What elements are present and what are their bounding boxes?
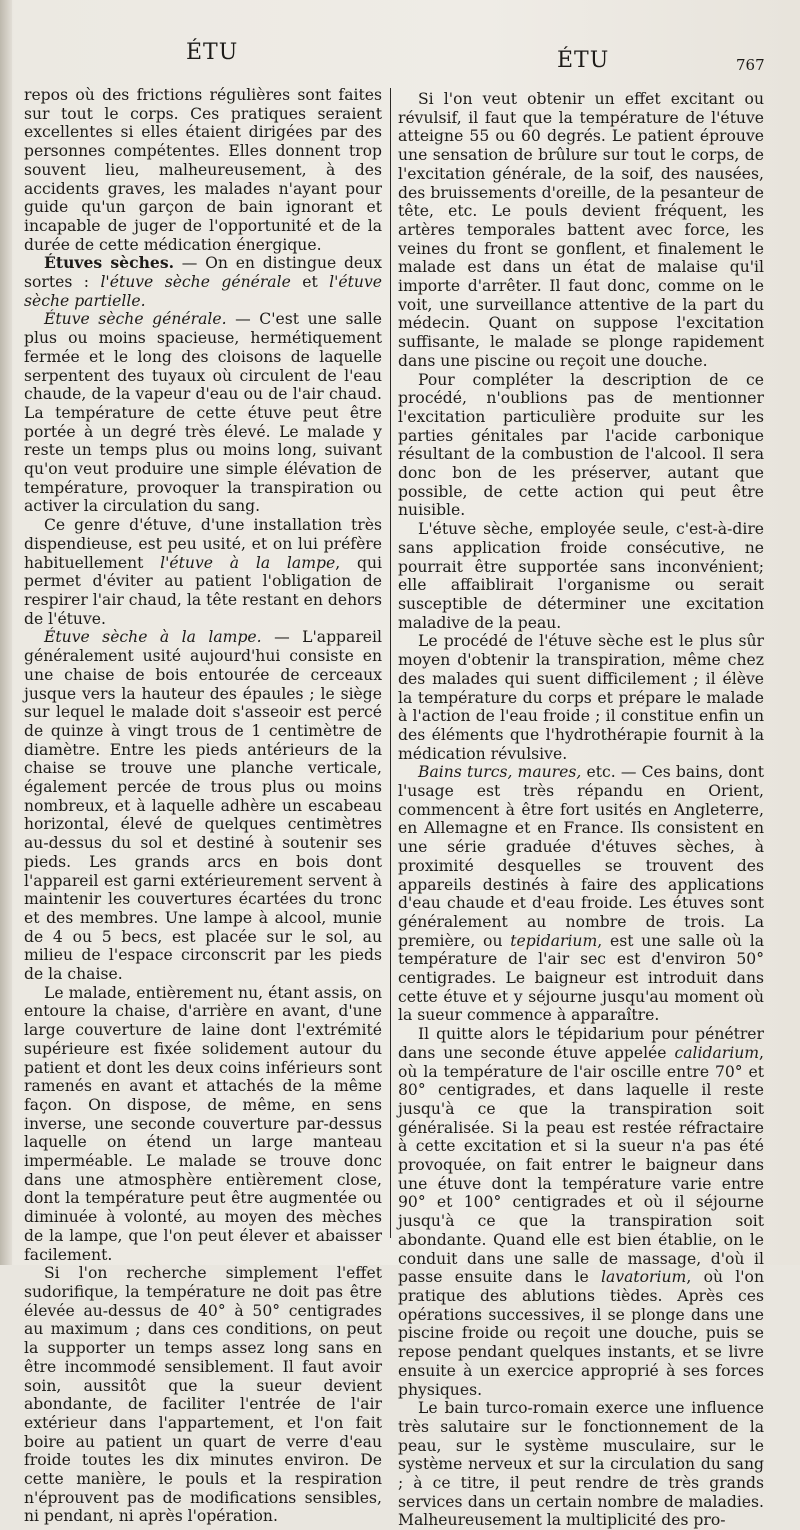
- right-running-head: ÉTU: [557, 48, 610, 73]
- paragraph-text: — L'appareil généralement usité aujourd'hui consiste en une chaise de bois entourée de cerceaux jusque vers la hauteur des épaules ; le siège sur lequel le malade doit s'asseoir est percé de quinze à vingt trous de 1 centimètre de diamètre. Entre les pieds antérieurs de la chaise se trouve une planche verticale, également percée de trous plus ou moins nombreux, et à laquelle adhère un escabeau horizontal, élevé de quelques centimètres au-dessus du sol et destiné à soutenir ses pieds. Les grands arcs en bois dont l'appareil est garni extérieurement servent à maintenir les couvertures écartées du tronc et des membres. Une lampe à alcool, munie de 4 ou 5 becs, est placée sur le sol, au milieu de l'espace circonscrit par les pieds de la chaise.: [24, 628, 382, 984]
- paragraph-text: , qui permet d'éviter au patient l'obligation de respirer l'air chaud, la tête restant en dehors de l'étuve.: [24, 553, 382, 628]
- paragraph-text: Il quitte alors le tépidarium pour pénétrer dans une seconde étuve appelée: [398, 1025, 764, 1062]
- left-running-head: ÉTU: [186, 40, 239, 65]
- italic-term: calidarium: [674, 1043, 760, 1062]
- paragraph: [24, 254, 382, 310]
- italic-term: l'étuve sèche partielle.: [24, 273, 382, 310]
- italic-term: tepidarium: [510, 931, 598, 950]
- paragraph: Le bain turco-romain exerce une influence très salutaire sur le fonctionnement de la peau, sur le système musculaire, sur le système nerveux et sur la circulation du sang ; à ce titre, il peut rendre de très grands services dans un certain nombre de maladies. Malheureusement la multiplicité des pro-: [398, 1399, 764, 1530]
- paragraph: Si l'on recherche simplement l'effet sudorifique, la température ne doit pas être élevée au-dessus de 40° à 50° centigrades au maximum ; dans ces conditions, on peut la supporter un temps assez long sans en être incommodé sensiblement. Il faut avoir soin, aussitôt que la sueur devient abondante, de faciliter l'entrée de l'air extérieur dans l'appartement, et l'on fait boire au patient un quart de verre d'eau froide toutes les dix minutes environ. De cette manière, le pouls et la respiration n'éprouvent pas de modifications sensibles, ni pendant, ni après l'opération.: [24, 1264, 382, 1526]
- paragraph: [398, 763, 764, 1025]
- paragraph: [24, 628, 382, 983]
- paragraph: Pour compléter la description de ce procédé, n'oublions pas de mentionner l'excitation particulière produite sur les parties génitales par l'acide carbonique résultant de la combustion de l'alcool. Il sera donc bon de les préserver, autant que possible, de cette action qui peut être nuisible.: [398, 370, 764, 520]
- section-heading: Étuves sèches.: [44, 253, 175, 273]
- paragraph: [24, 516, 382, 628]
- paragraph: L'étuve sèche, employée seule, c'est-à-dire sans application froide consécutive, ne pourrait être supportée sans inconvénient; elle affaiblirait l'organisme ou serait susceptible de déterminer une excitation maladive de la peau.: [398, 520, 764, 632]
- paragraph-text: , où l'on pratique des ablutions tièdes. Après ces opérations successives, il se plonge dans une piscine froide ou reçoit une douche, puis se repose pendant quelques instants, et se livre ensuite à un exercice approprié à ses forces physiques.: [398, 1268, 764, 1399]
- italic-term: l'étuve sèche générale: [100, 273, 291, 292]
- paragraph: [398, 1025, 764, 1399]
- paragraph: Le procédé de l'étuve sèche est le plus sûr moyen d'obtenir la transpiration, même chez des malades qui suent difficilement ; il élève la température du corps et prépare le malade à l'action de l'eau froide ; il constitue enfin un des éléments que l'hydrothérapie fournit à la médication révulsive.: [398, 632, 764, 763]
- paragraph: Si l'on veut obtenir un effet excitant ou révulsif, il faut que la température de l'étuve atteigne 55 ou 60 degrés. Le patient éprouve une sensation de brûlure sur tout le corps, de l'excitation générale, de la soif, des nausées, des bruissements d'oreille, de la pesanteur de tête, etc. Le pouls devient fréquent, les artères temporales battent avec force, les veines du front se gonflent, et finalement le malade est dans un état de malaise qu'il importe d'arrêter. Il faut donc, comme on le voit, une surveillance attentive de la part du médecin. Quant on suppose l'excitation suffisante, le malade se plonge rapidement dans une piscine ou reçoit une douche.: [398, 90, 764, 370]
- paragraph-text: — On en distingue deux sortes :: [24, 254, 383, 292]
- italic-term: lavatorium: [601, 1268, 687, 1287]
- subsection-heading: Bains turcs, maures,: [418, 763, 582, 782]
- paragraph-text: et: [290, 273, 330, 292]
- running-header: [0, 40, 800, 80]
- page-binding-edge: [0, 0, 12, 1265]
- paragraph: repos où des frictions régulières sont faites sur tout le corps. Ces pratiques seraient excellentes si elles étaient dirigées par des personnes compétentes. Elles donnent trop souvent lieu, malheureusement, à des accidents graves, les malades n'ayant pour guide qu'un garçon de bain ignorant et incapable de juger de l'opportunité et de la durée de cette médication énergique.: [24, 86, 382, 254]
- paragraph-text: — C'est une salle plus ou moins spacieuse, hermétiquement fermée et le long des cloisons de laquelle serpentent des tuyaux où circulent de l'eau chaude, de la vapeur d'eau ou de l'air chaud. La température de cette étuve peut être portée à un degré très élevé. Le malade y reste un temps plus ou moins long, suivant qu'on veut produire une simple élévation de température, provoquer la transpiration ou activer la circulation du sang.: [24, 310, 382, 516]
- column-divider: [390, 88, 391, 1238]
- italic-term: l'étuve à la lampe: [160, 553, 336, 572]
- paragraph-text: etc. — Ces bains, dont l'usage est très répandu en Orient, commencent à être fort usités en Angleterre, en Allemagne et en France. Ils consistent en une série graduée d'étuves sèches, à proximité desquelles se trouvent des appareils destinés à faire des applications d'eau chaude et d'eau froide. Les étuves sont généralement au nombre de trois. La première, ou: [398, 763, 764, 950]
- paragraph-text: , où la température de l'air oscille entre 70° et 80° centigrades, et dans laquelle il reste jusqu'à ce que la transpiration soit généralisée. Si la peau est restée réfractaire à cette excitation et si la sueur n'a pas été provoquée, on fait entrer le baigneur dans une étuve dont la température varie entre 90° et 100° centigrades et où il séjourne jusqu'à ce que la transpiration soit abondante. Quand elle est bien établie, on le conduit dans une salle de massage, d'où il passe ensuite dans le: [398, 1043, 764, 1287]
- subsection-heading: Étuve sèche générale.: [44, 310, 227, 329]
- right-column: [398, 90, 764, 1530]
- page-number: 767: [736, 56, 765, 74]
- subsection-heading: Étuve sèche à la lampe.: [44, 628, 262, 647]
- paragraph: Le malade, entièrement nu, étant assis, on entoure la chaise, d'arrière en avant, d'une large couverture de laine dont l'extrémité supérieure est fixée solidement autour du patient et dont les deux coins inférieurs sont ramenés en avant et attachés de la même façon. On dispose, de même, en sens inverse, une seconde couverture par-dessus laquelle on étend un large manteau imperméable. Le malade se trouve donc dans une atmosphère entièrement close, dont la température peut être augmentée ou diminuée à volonté, au moyen des mèches de la lampe, que l'on peut élever et abaisser facilement.: [24, 983, 382, 1264]
- paragraph: [24, 310, 382, 516]
- paragraph-text: Ce genre d'étuve, d'une installation très dispendieuse, est peu usité, et on lui préfère habituellement: [24, 516, 382, 572]
- left-column: [24, 86, 382, 1526]
- paragraph-text: , est une salle où la température de l'air sec est d'environ 50° centigrades. Le baigneur est introduit dans cette étuve et y séjourne jusqu'au moment où la sueur commence à apparaître.: [398, 931, 764, 1025]
